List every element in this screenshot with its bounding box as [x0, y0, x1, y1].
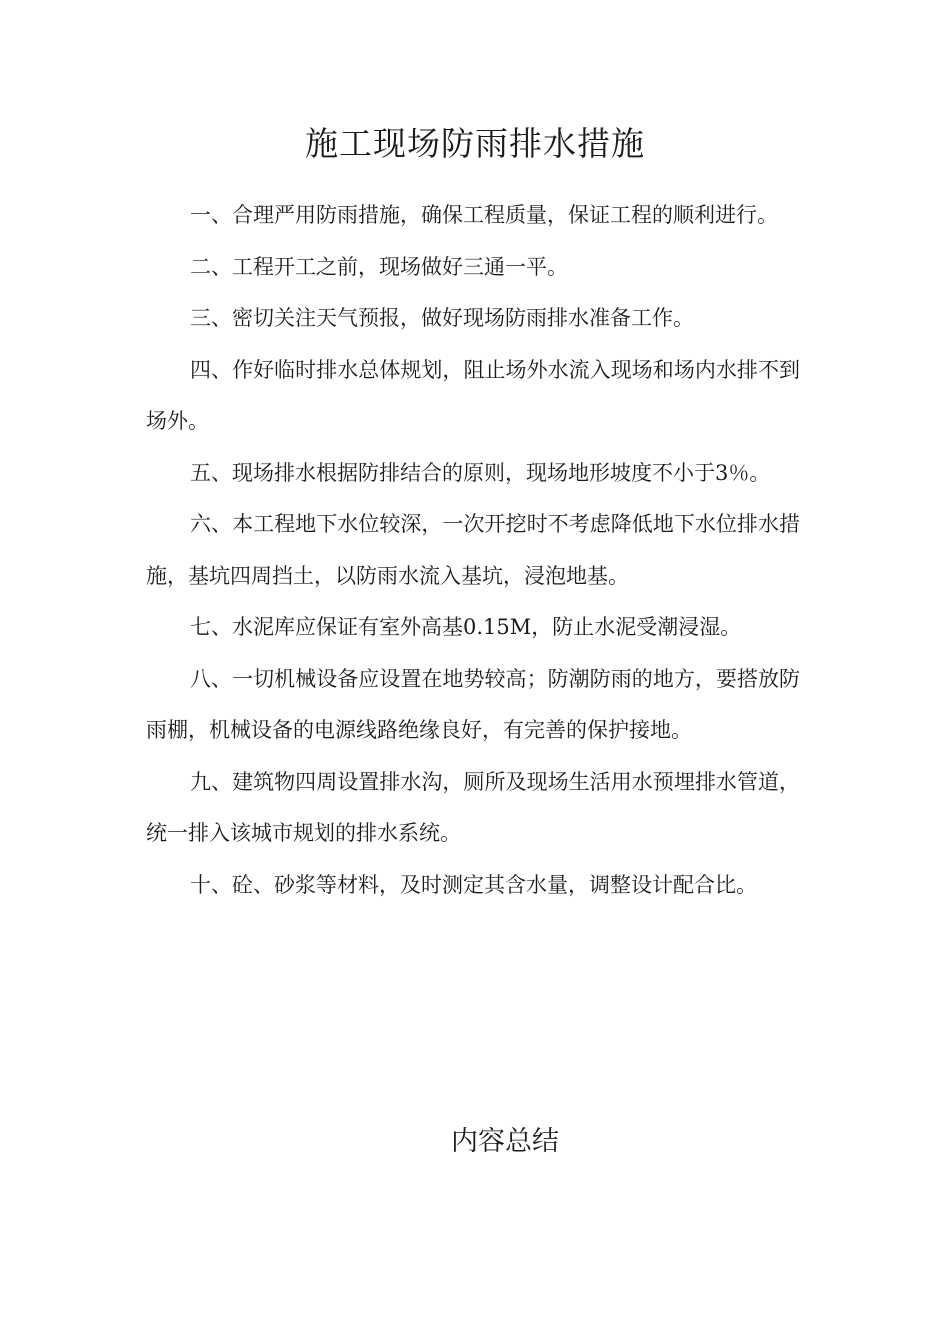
paragraph-1: 一、合理严用防雨措施，确保工程质量，保证工程的顺利进行。 [190, 203, 778, 227]
paragraph-7: 七、水泥库应保证有室外高基0.15M，防止水泥受潮浸湿。 [190, 615, 742, 639]
paragraph-10: 十、砼、砂浆等材料，及时测定其含水量，调整设计配合比。 [190, 872, 757, 897]
document-body [146, 190, 800, 911]
paragraph-9: 九、建筑物四周设置排水沟，厕所及现场生活用水预埋排水管道，统一排入该城市规划的排水系统。 [146, 769, 800, 845]
paragraph-3: 三、密切关注天气预报，做好现场防雨排水准备工作。 [190, 306, 694, 330]
paragraph-2: 二、工程开工之前，现场做好三通一平。 [190, 254, 568, 279]
document-title: 施工现场防雨排水措施 [305, 124, 645, 163]
paragraph-4: 四、作好临时排水总体规划，阻止场外水流入现场和场内水排不到场外。 [146, 357, 800, 433]
paragraph-6: 六、本工程地下水位较深，一次开挖时不考虑降低地下水位排水措施，基坑四周挡土，以防雨水流入基坑，浸泡地基。 [146, 512, 800, 588]
paragraph-8: 八、一切机械设备应设置在地势较高；防潮防雨的地方，要搭放防雨棚，机械设备的电源线路绝缘良好，有完善的保护接地。 [146, 666, 800, 742]
paragraph-5: 五、现场排水根据防排结合的原则，现场地形坡度不小于3％。 [190, 460, 771, 485]
summary-heading: 内容总结 [451, 1126, 559, 1157]
